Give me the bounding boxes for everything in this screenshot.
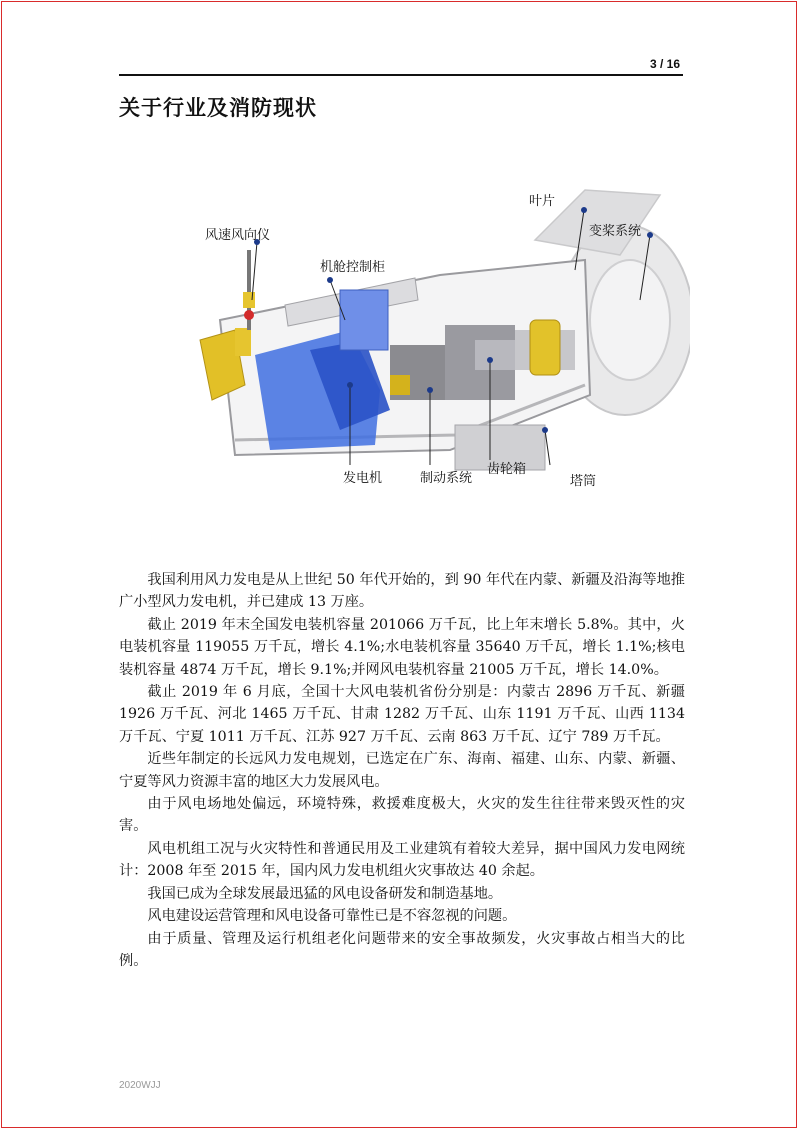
paragraph: 风电机组工况与火灾特性和普通民用及工业建筑有着较大差异，据中国风力发电网统计：2008 年至 2015 年，国内风力发电机组火灾事故达 40 余起。 (119, 840, 685, 880)
body-text (119, 569, 685, 972)
paragraph: 我国利用风力发电是从上世纪 50 年代开始的，到 90 年代在内蒙、新疆及沿海等地推广小型风力发电机，并已建成 13 万座。 (119, 572, 685, 611)
callout-pitch-system: 变桨系统 (589, 224, 642, 239)
callout-generator: 发电机 (343, 471, 383, 486)
control-cabinet-shape (340, 290, 388, 350)
callout-tower: 塔筒 (570, 474, 597, 489)
callout-brake-system: 制动系统 (420, 471, 473, 486)
paragraph: 截止 2019 年末全国发电装机容量 201066 万千瓦，比上年末增长 5.8%。其中，火电装机容量 119055 万千瓦，增长 4.1%;水电装机容量 35640 万千瓦，增长 1.1%;核电装机容量 4874 万千瓦，增长 9.1%;并网风电装机容量 21005 万千瓦，增长 14.0%。 (119, 616, 685, 678)
paragraph: 截止 2019 年 6 月底，全国十大风电装机省份分别是：内蒙古 2896 万千瓦、新疆 1926 万千瓦、河北 1465 万千瓦、甘肃 1282 万千瓦、山东 1191 万千瓦、山西 1134 万千瓦、宁夏 1011 万千瓦、江苏 927 万千瓦、云南 863 万千瓦、辽宁 789 万千瓦。 (119, 684, 685, 745)
callout-blade: 叶片 (529, 194, 556, 209)
callout-nacelle-cabinet: 机舱控制柜 (320, 260, 386, 275)
paragraph: 风电建设运营管理和风电设备可靠性已是不容忽视的问题。 (147, 908, 517, 925)
paragraph: 由于质量、管理及运行机组老化问题带来的安全事故频发，火灾事故占相当大的比例。 (119, 930, 685, 969)
paragraph: 我国已成为全球发展最迅猛的风电设备研发和制造基地。 (147, 885, 503, 902)
paragraph: 近些年制定的长远风力发电规划，已选定在广东、海南、福建、山东、内蒙、新疆、宁夏等风力资源丰富的地区大力发展风电。 (119, 751, 685, 790)
footer-text: 2020WJJ (119, 1080, 161, 1091)
page-title: 关于行业及消防现状 (119, 96, 317, 120)
callout-gearbox: 齿轮箱 (487, 462, 527, 477)
callout-anemometer: 风速风向仪 (205, 228, 271, 243)
page-number: 3 / 16 (649, 57, 680, 71)
header-rule (119, 74, 683, 76)
paragraph: 由于风电场地处偏远，环境特殊，救援难度极大，火灾的发生往往带来毁灭性的灾害。 (119, 796, 685, 835)
